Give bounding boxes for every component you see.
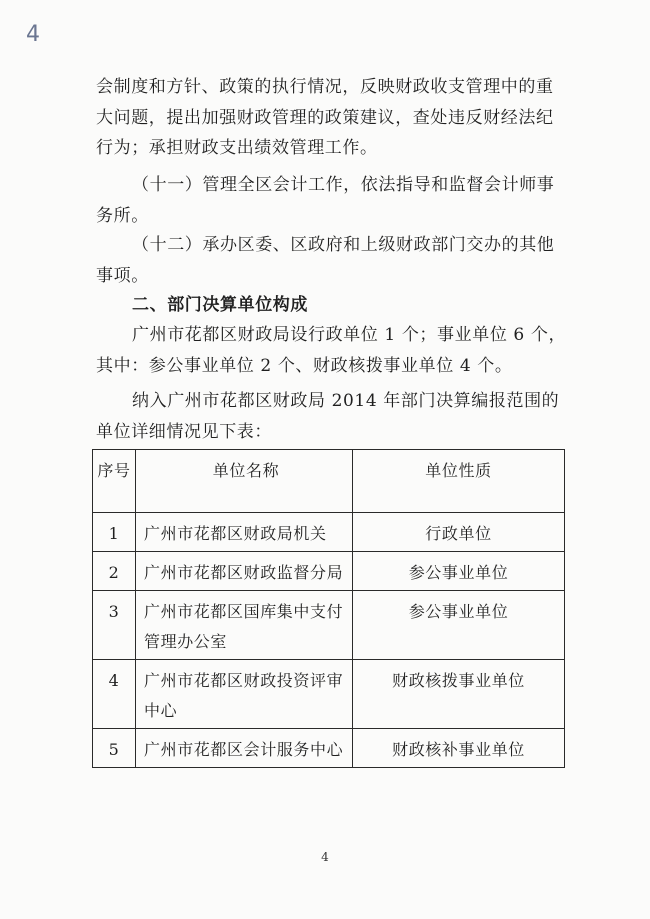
cell-name: 广州市花都区财政监督分局	[136, 552, 353, 591]
cell-name: 广州市花都区财政局机关	[136, 513, 353, 552]
cell-type: 财政核拨事业单位	[353, 660, 565, 729]
cell-type: 参公事业单位	[353, 552, 565, 591]
text-line: （十一）管理全区会计工作，依法指导和监督会计师事	[132, 175, 555, 195]
table-row	[93, 729, 565, 768]
cell-index: 2	[93, 552, 136, 591]
text-line: 其中：参公事业单位 2 个、财政核拨事业单位 4 个。	[96, 355, 513, 376]
text-line: 会制度和方针、政策的执行情况，反映财政收支管理中的重	[96, 77, 554, 97]
cell-index: 1	[93, 513, 136, 552]
text-line: 单位详细情况见下表：	[96, 421, 272, 442]
heading-text: 二、部门决算单位构成	[132, 295, 308, 315]
cell-index: 3	[93, 591, 136, 660]
page-number: 4	[321, 850, 329, 864]
paragraph-table-intro	[96, 386, 566, 447]
cell-index: 5	[93, 729, 136, 768]
unit-table	[92, 449, 565, 768]
section-heading	[96, 290, 566, 321]
text-line: （十二）承办区委、区政府和上级财政部门交办的其他	[132, 235, 555, 255]
cell-type: 参公事业单位	[353, 591, 565, 660]
paragraph-item-eleven	[96, 170, 566, 231]
paragraph-item-twelve	[96, 230, 566, 291]
cell-name: 广州市花都区财政投资评审中心	[136, 660, 353, 729]
text-line: 事项。	[96, 265, 149, 286]
paragraph-duties-continued	[96, 72, 566, 164]
table-row	[93, 552, 565, 591]
text-line: 广州市花都区财政局设行政单位 1 个；事业单位 6 个，	[132, 325, 567, 345]
text-line: 务所。	[96, 205, 149, 226]
table-header-row	[93, 450, 565, 513]
cell-name: 广州市花都区会计服务中心	[136, 729, 353, 768]
text-line: 纳入广州市花都区财政局 2014 年部门决算编报范围的	[132, 391, 560, 411]
text-line: 大问题，提出加强财政管理的政策建议，查处违反财经法纪	[96, 107, 554, 128]
header-type: 单位性质	[353, 450, 565, 513]
cell-type: 财政核补事业单位	[353, 729, 565, 768]
cell-type: 行政单位	[353, 513, 565, 552]
table-row	[93, 513, 565, 552]
header-index: 序号	[93, 450, 136, 513]
handwritten-page-mark: 4	[26, 22, 40, 47]
cell-index: 4	[93, 660, 136, 729]
header-name: 单位名称	[136, 450, 353, 513]
paragraph-unit-composition	[96, 320, 566, 381]
text-line: 行为；承担财政支出绩效管理工作。	[96, 138, 378, 158]
table-row	[93, 660, 565, 729]
cell-name: 广州市花都区国库集中支付管理办公室	[136, 591, 353, 660]
table-row	[93, 591, 565, 660]
